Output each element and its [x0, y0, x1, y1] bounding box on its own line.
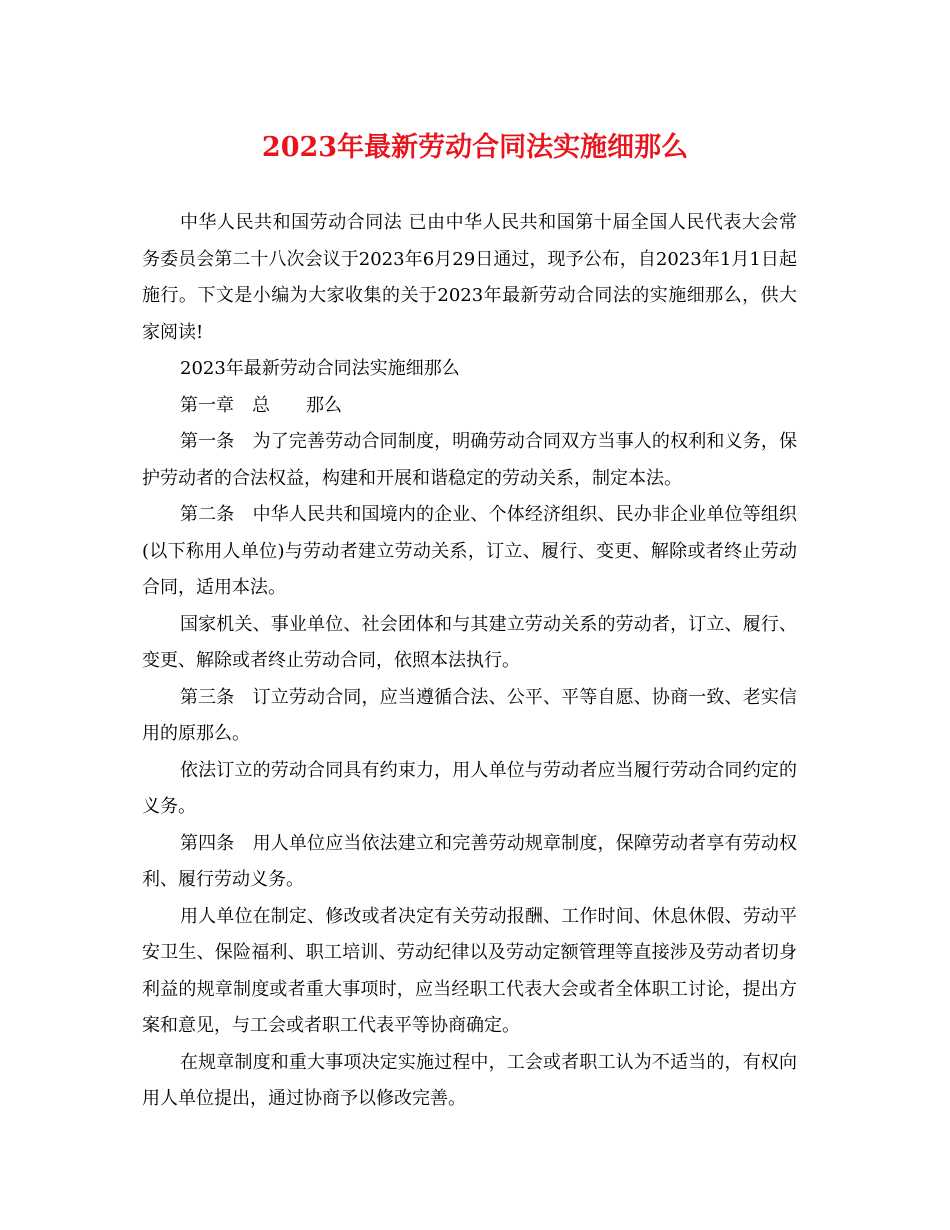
paragraph-intro: 中华人民共和国劳动合同法 已由中华人民共和国第十届全国人民代表大会常务委员会第二十八次会议于2023年6月29日通过，现予公布，自2023年1月1日起施行。下文是小编为大家收集的关于2023年最新劳动合同法的实施细那么，供大家阅读!	[142, 212, 797, 343]
paragraph-article-2-clause: 国家机关、事业单位、社会团体和与其建立劳动关系的劳动者，订立、履行、变更、解除或者终止劳动合同，依照本法执行。	[142, 613, 797, 671]
document-title: 2023年最新劳动合同法实施细那么	[261, 132, 689, 163]
paragraph-article-4-clause-1: 用人单位在制定、修改或者决定有关劳动报酬、工作时间、休息休假、劳动平安卫生、保险福利、职工培训、劳动纪律以及劳动定额管理等直接涉及劳动者切身利益的规章制度或者重大事项时，应当经职工代表大会或者全体职工讨论，提出方案和意见，与工会或者职工代表平等协商确定。	[142, 905, 797, 1036]
paragraph-article-1: 第一条 为了完善劳动合同制度，明确劳动合同双方当事人的权利和义务，保护劳动者的合法权益，构建和开展和谐稳定的劳动关系，制定本法。	[142, 431, 797, 489]
paragraph-subtitle: 2023年最新劳动合同法实施细那么	[180, 358, 460, 379]
paragraph-article-4: 第四条 用人单位应当依法建立和完善劳动规章制度，保障劳动者享有劳动权利、履行劳动义务。	[142, 832, 797, 890]
paragraph-article-4-clause-2: 在规章制度和重大事项决定实施过程中，工会或者职工认为不适当的，有权向用人单位提出，通过协商予以修改完善。	[142, 1051, 797, 1109]
paragraph-article-3: 第三条 订立劳动合同，应当遵循合法、公平、平等自愿、协商一致、老实信用的原那么。	[142, 686, 797, 744]
chapter-heading: 第一章 总 那么	[180, 394, 342, 416]
paragraph-article-2: 第二条 中华人民共和国境内的企业、个体经济组织、民办非企业单位等组织(以下称用人单位)与劳动者建立劳动关系，订立、履行、变更、解除或者终止劳动合同，适用本法。	[142, 504, 797, 598]
paragraph-article-3-clause: 依法订立的劳动合同具有约束力，用人单位与劳动者应当履行劳动合同约定的义务。	[142, 759, 797, 817]
document-body	[142, 205, 797, 1118]
